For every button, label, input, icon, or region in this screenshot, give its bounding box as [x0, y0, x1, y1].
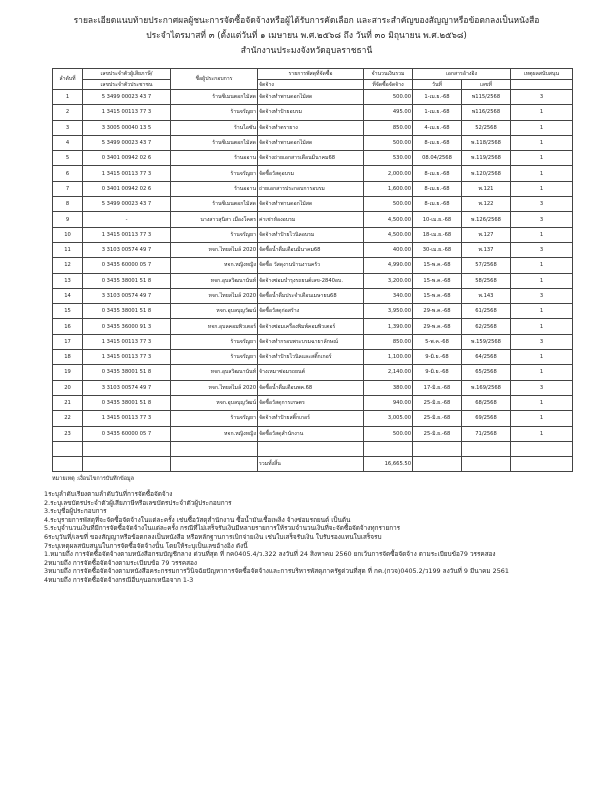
cell-date: 30-เม.ย.-68: [413, 242, 462, 257]
cell-date: 8-เม.ย.-68: [413, 197, 462, 212]
cell-taxid: 1 3415 00113 77 3: [83, 411, 171, 426]
cell-taxid: 3 3005 00040 13 5: [83, 120, 171, 135]
cell-amount: 1,100.00: [364, 350, 413, 365]
cell-amount: 500.00: [364, 197, 413, 212]
table-row: [53, 135, 573, 150]
cell-docno: พ.126/2568: [462, 212, 511, 227]
footnote-line: 1.หมายถึง การจัดซื้อจัดจ้างตามหนังสือกรมบัญชีกลาง ด่วนที่สุด ที่ กค0405.4/ว.322 ลงวันที่ 24 สิงหาคม 2560 ยกเว้นการจัดซื้อจัดจ้าง ตามระเบียบข้อ79 วรรคสอง: [44, 550, 496, 559]
cell-docno: 62/2568: [462, 319, 511, 334]
cell-reason: 3: [511, 288, 573, 303]
table-row: [53, 426, 573, 441]
footnotes: [44, 490, 584, 585]
cell-vendor: หจก.หญิงหญิง: [171, 258, 258, 273]
table-row: [53, 166, 573, 181]
cell-vendor: นางสาวสุนิสา เมืองโคตร: [171, 212, 258, 227]
cell-item: จัดซื้อวัสดุอบรม: [258, 166, 364, 181]
cell-item: จัดจ้างทำพานดอกไม้สด: [258, 90, 364, 105]
cell-item: จัดจ้างทำป้ายไวนิลและสติ๊กเกอร์: [258, 350, 364, 365]
cell-date: 15-พ.ค.-68: [413, 288, 462, 303]
cell-amount: 4,500.00: [364, 227, 413, 242]
cell-date: 29-พ.ค.-68: [413, 319, 462, 334]
cell-item: จัดจ้างซ่อมเครื่องพิมพ์คอมพิวเตอร์: [258, 319, 364, 334]
header-doc: เอกสารอ้างอิง: [413, 69, 511, 80]
total-label: รวมทั้งสิ้น: [258, 457, 364, 472]
cell-reason: 1: [511, 365, 573, 380]
cell-item: จัดซื้อน้ำดื่มเดือนมีนาคม68: [258, 242, 364, 257]
header-docno: เลขที่: [462, 80, 511, 90]
cell-vendor: หจก.อุบลคอมพิวเตอร์: [171, 319, 258, 334]
cell-docno: พ115/2568: [462, 90, 511, 105]
cell-reason: 1: [511, 304, 573, 319]
table-row: [53, 273, 573, 288]
cell-reason: 3: [511, 212, 573, 227]
header-item: รายการพัสดุที่จัดซื้อ: [258, 69, 364, 80]
cell-amount: 500.00: [364, 426, 413, 441]
cell-date: 8-เม.ย.-68: [413, 166, 462, 181]
cell-no: 14: [53, 288, 83, 303]
cell-reason: 1: [511, 166, 573, 181]
table-body: [53, 90, 573, 442]
cell-no: 7: [53, 181, 83, 196]
cell-amount: 4,990.00: [364, 258, 413, 273]
cell-reason: 3: [511, 334, 573, 349]
cell-date: 5-พ.ค.-68: [413, 334, 462, 349]
table-row: [53, 212, 573, 227]
header-item-sub: จัดจ้าง: [258, 80, 364, 90]
cell-vendor: ร้านออาน: [171, 151, 258, 166]
blank-row: [53, 441, 573, 456]
cell-taxid: 0 3435 38001 51 8: [83, 365, 171, 380]
cell-taxid: 0 3435 38001 51 8: [83, 304, 171, 319]
cell-taxid: 0 3435 60000 05 7: [83, 426, 171, 441]
cell-taxid: 1 3415 00113 77 3: [83, 334, 171, 349]
cell-no: 11: [53, 242, 83, 257]
cell-docno: 57/2568: [462, 258, 511, 273]
cell-docno: พ.120/2568: [462, 166, 511, 181]
cell-amount: 940.00: [364, 395, 413, 410]
cell-reason: 1: [511, 151, 573, 166]
cell-date: 18-เม.ย.-68: [413, 227, 462, 242]
table-row: [53, 395, 573, 410]
cell-taxid: 0 3435 60000 05 7: [83, 258, 171, 273]
cell-amount: 500.00: [364, 135, 413, 150]
cell-date: 29-พ.ค.-68: [413, 304, 462, 319]
cell-no: 3: [53, 120, 83, 135]
cell-taxid: 0 3435 38001 51 8: [83, 273, 171, 288]
cell-date: 8-เม.ย.-68: [413, 135, 462, 150]
cell-item: จัดจ้างทำกรอบพระบรมฉายาลักษณ์: [258, 334, 364, 349]
cell-reason: 1: [511, 181, 573, 196]
cell-reason: 1: [511, 135, 573, 150]
cell-date: 9-มิ.ย.-68: [413, 365, 462, 380]
cell-taxid: 3 3103 00574 49 7: [83, 380, 171, 395]
cell-item: จัดซื้อวัสดุสำนักงาน: [258, 426, 364, 441]
cell-taxid: 3 3103 00574 49 7: [83, 242, 171, 257]
header-taxid-sub: เลขประจำตัวประชาชน: [83, 80, 171, 90]
cell-amount: 3,200.00: [364, 273, 413, 288]
header-reason: เหตุผลสนับสนุน: [511, 69, 573, 80]
cell-date: 8-เม.ย.-68: [413, 181, 462, 196]
cell-vendor: ร้านจรัญยา: [171, 105, 258, 120]
table-row: [53, 181, 573, 196]
header-no: ลำดับที่: [53, 69, 83, 90]
cell-taxid: 5 3499 00023 43 7: [83, 90, 171, 105]
cell-vendor: ร้านซีเมนตอกไม้สด: [171, 197, 258, 212]
cell-docno: พ.137: [462, 242, 511, 257]
cell-date: 08.04/2568: [413, 151, 462, 166]
cell-docno: พ.127: [462, 227, 511, 242]
cell-item: จัดซื้อวัสดุก่อสร้าง: [258, 304, 364, 319]
cell-reason: 1: [511, 227, 573, 242]
header-reason-sub: [511, 80, 573, 90]
cell-docno: พ.169/2568: [462, 380, 511, 395]
total-amount: 16,665.50: [364, 457, 413, 472]
footnote-line: 5.ระบุจำนวนเงินที่มีการจัดซื้อจัดจ้างในแต่ละครั้ง กรณีที่ไม่เสร็จรับเงินมีหลายรายการให้รวมจำนวนเงินที่จะจัดซื้อจัดจ้างทุกรายการ: [44, 524, 401, 533]
cell-item: ถ่ายเอกสารประกอบการอบรม: [258, 181, 364, 196]
footnote-line: 6ระบุวันที่/เลขที่ ของสัญญาหรือข้อตกลงเป็นหนังสือ หรือหลักฐานการเบิกจ่ายเงิน เช่นใบเสร็จรับเงิน ใบรับรองแทนใบเสร็จรบ: [44, 532, 382, 541]
header-amount-sub: ที่จัดซื้อจัดจ้าง: [364, 80, 413, 90]
cell-vendor: ร้านซีเมนตอกไม้สด: [171, 90, 258, 105]
table-row: [53, 258, 573, 273]
table-row: [53, 350, 573, 365]
cell-amount: 2,000.00: [364, 166, 413, 181]
cell-reason: 3: [511, 380, 573, 395]
cell-vendor: หจก.หญิงหญิง: [171, 426, 258, 441]
cell-amount: 1,600.00: [364, 181, 413, 196]
cell-vendor: หจก.อุบลบุญวัฒน์: [171, 395, 258, 410]
cell-item: ค่าเช่าห้องอบรม: [258, 212, 364, 227]
cell-vendor: ร้านจรัญยา: [171, 334, 258, 349]
cell-amount: 2,140.00: [364, 365, 413, 380]
cell-item: จัดจ้างซ่อมบำรุงรถยนต์เลข-2840อบ.: [258, 273, 364, 288]
cell-date: 9-มิ.ย.-68: [413, 350, 462, 365]
cell-docno: พ.119/2568: [462, 151, 511, 166]
cell-docno: 65/2568: [462, 365, 511, 380]
cell-docno: พ.143: [462, 288, 511, 303]
cell-vendor: ร้านออาน: [171, 181, 258, 196]
cell-no: 4: [53, 135, 83, 150]
cell-reason: 3: [511, 197, 573, 212]
table-row: [53, 151, 573, 166]
cell-amount: 3,005.00: [364, 411, 413, 426]
table-row: [53, 334, 573, 349]
cell-reason: 3: [511, 242, 573, 257]
cell-docno: 52/2568: [462, 120, 511, 135]
cell-docno: พ.122: [462, 197, 511, 212]
footnote-line: 3.ระบุชื่อผู้ประกอบการ: [44, 507, 107, 516]
note-heading: หมายเหตุ :เงื่อนไขการบันทึกข้อมูล: [52, 476, 135, 482]
cell-taxid: 5 3499 00023 43 7: [83, 197, 171, 212]
cell-amount: 495.00: [364, 105, 413, 120]
cell-taxid: 0 3401 00942 02 6: [83, 181, 171, 196]
header-taxid: เลขประจำตัวผู้เสียภาษี/: [83, 69, 171, 80]
cell-date: 1-เม.ย.-68: [413, 90, 462, 105]
table-row: [53, 120, 573, 135]
cell-docno: 61/2568: [462, 304, 511, 319]
cell-no: 8: [53, 197, 83, 212]
cell-date: 4-เม.ย.-68: [413, 120, 462, 135]
cell-no: 22: [53, 411, 83, 426]
cell-reason: 1: [511, 120, 573, 135]
cell-amount: 500.00: [364, 90, 413, 105]
cell-date: 17-มิ.ย.-68: [413, 380, 462, 395]
table-row: [53, 319, 573, 334]
footnote-line: 2หมายถึง การจัดซื้อจัดจ้างตามระเบียบข้อ 79 วรรคสอง: [44, 558, 198, 567]
table-row: [53, 90, 573, 105]
table-row: [53, 105, 573, 120]
footnote-line: 7ระบุเหตุผลสนับสนุนในการจัดซื้อจัดจ้างนั้น โดยให้ระบุเป็นเลขอ้างอิง ดังนี้: [44, 541, 248, 550]
cell-reason: 1: [511, 350, 573, 365]
cell-vendor: ร้านไอซัน: [171, 120, 258, 135]
cell-reason: 1: [511, 105, 573, 120]
cell-item: จัดจ้างทำพานดอกไม้สด: [258, 135, 364, 150]
cell-amount: 850.00: [364, 120, 413, 135]
cell-item: จัดซื้อน้ำดื่มเดือนพค.68: [258, 380, 364, 395]
cell-no: 15: [53, 304, 83, 319]
cell-docno: 68/2568: [462, 395, 511, 410]
cell-no: 5: [53, 151, 83, 166]
cell-reason: 1: [511, 395, 573, 410]
cell-vendor: หจก.อุบลบุญวัฒน์: [171, 304, 258, 319]
header-date: วันที่: [413, 80, 462, 90]
cell-no: 17: [53, 334, 83, 349]
table-row: [53, 227, 573, 242]
cell-date: 25-มิ.ย.-68: [413, 395, 462, 410]
footnote-line: 1ระบุลำดับเรียงตามลำดับวันที่การจัดซื้อจัดจ้าง: [44, 490, 173, 498]
cell-docno: 58/2568: [462, 273, 511, 288]
cell-item: จัดจ้างทำตรายาง: [258, 120, 364, 135]
cell-taxid: 5 3499 00023 43 7: [83, 135, 171, 150]
cell-no: 20: [53, 380, 83, 395]
cell-vendor: ร้านจรัญยา: [171, 350, 258, 365]
cell-docno: พ.118/2568: [462, 135, 511, 150]
footnote-line: 4หมายถึง การจัดซื้อจัดจ้างกรณีอื่นๆนอกเหนือจาก 1-3: [44, 575, 194, 584]
cell-item: จัดซื้อน้ำดื่มประจำเดือนเมษายน68: [258, 288, 364, 303]
doc-title-line1: รายละเอียดแนบท้ายประกาศผลผู้ชนะการจัดซื้อจัดจ้างหรือผู้ได้รับการคัดเลือก และสาระสำคัญของสัญญาหรือข้อตกลงเป็นหนังสือ: [73, 16, 540, 26]
cell-docno: พ.121: [462, 181, 511, 196]
footnote-line: 3หมายถึง การจัดซื้อจัดจ้างตามหนังสือคระกรรมการวินิจฉัยปัญหาการจัดซื้อจัดจ้างและการบริหารพัสดุภาครัฐด่วนที่สุด ที่ กค.(กวจ)0405.2/ว199 ลงวันที่ 9 มีนาคม 2561: [44, 567, 509, 576]
cell-reason: 1: [511, 273, 573, 288]
cell-docno: พ116/2568: [462, 105, 511, 120]
cell-date: 15-พ.ค.-68: [413, 273, 462, 288]
table-row: [53, 304, 573, 319]
cell-taxid: 1 3415 00113 77 3: [83, 350, 171, 365]
cell-taxid: 0 3435 36000 91 3: [83, 319, 171, 334]
cell-reason: 1: [511, 258, 573, 273]
cell-amount: 850.00: [364, 334, 413, 349]
cell-vendor: หจก.ไทยสไมล์ 2020: [171, 288, 258, 303]
cell-docno: 71/2568: [462, 426, 511, 441]
cell-taxid: 0 3401 00942 02 6: [83, 151, 171, 166]
cell-no: 18: [53, 350, 83, 365]
cell-vendor: ร้านจรัญยา: [171, 166, 258, 181]
cell-no: 23: [53, 426, 83, 441]
table-row: [53, 197, 573, 212]
cell-reason: 1: [511, 319, 573, 334]
cell-item: จัดจ้างทำพานดอกไม้สด: [258, 197, 364, 212]
doc-title-line2: ประจำไตรมาสที่ ๓ (ตั้งแต่วันที่ ๑ เมษายน พ.ศ.๒๕๖๘ ถึง วันที่ ๓๐ มิถุนายน พ.ศ.๒๕๖๘): [146, 31, 467, 41]
cell-item: จัดซื้อ วัสดุงานบ้านงานครัว: [258, 258, 364, 273]
cell-amount: 380.00: [364, 380, 413, 395]
cell-docno: พ.159/2568: [462, 334, 511, 349]
cell-item: จัดจ้างทำป้ายสติ๊กเกอร์: [258, 411, 364, 426]
cell-amount: 340.00: [364, 288, 413, 303]
cell-no: 1: [53, 90, 83, 105]
cell-no: 13: [53, 273, 83, 288]
table-row: [53, 380, 573, 395]
cell-amount: 3,950.00: [364, 304, 413, 319]
cell-vendor: หจก.ไทยสไมล์ 2020: [171, 380, 258, 395]
cell-docno: 64/2568: [462, 350, 511, 365]
cell-vendor: หจก.อุบลวิฒนานันท์: [171, 365, 258, 380]
cell-item: จัดจ้างถ่ายเอกสารเดือนมีนาคม68: [258, 151, 364, 166]
cell-date: 15-พ.ค.-68: [413, 258, 462, 273]
cell-reason: 1: [511, 426, 573, 441]
cell-amount: 4,500.00: [364, 212, 413, 227]
cell-no: 19: [53, 365, 83, 380]
cell-taxid: 1 3415 00113 77 3: [83, 227, 171, 242]
table-row: [53, 411, 573, 426]
cell-vendor: ร้านจรัญยา: [171, 227, 258, 242]
cell-no: 9: [53, 212, 83, 227]
cell-taxid: 1 3415 00113 77 3: [83, 166, 171, 181]
cell-amount: 530.00: [364, 151, 413, 166]
cell-item: จัดจ้างทำป้ายอบรม: [258, 105, 364, 120]
cell-no: 21: [53, 395, 83, 410]
cell-item: จัดซื้อวัสดุการเกษตร: [258, 395, 364, 410]
total-row: [53, 457, 573, 472]
cell-date: 1-เม.ย.-68: [413, 105, 462, 120]
cell-date: 25-มิ.ย.-68: [413, 426, 462, 441]
cell-no: 6: [53, 166, 83, 181]
header-amount: จำนวนเงินรวม: [364, 69, 413, 80]
cell-vendor: ร้านจรัญยา: [171, 411, 258, 426]
cell-date: 25-มิ.ย.-68: [413, 411, 462, 426]
cell-amount: 400.00: [364, 242, 413, 257]
footnote-line: 2.ระบุเลขบัตรประจำตัวผู้เสียภาษีหรือเลขบัตรประจำตัวผู้ประกอบการ: [44, 498, 232, 507]
cell-vendor: ร้านซีเมนตอกไม้สด: [171, 135, 258, 150]
cell-docno: 69/2568: [462, 411, 511, 426]
cell-item: จัดจ้างทำป้ายไวนิลอบรม: [258, 227, 364, 242]
cell-item: จ้างเหมาซ่อมรถยนต์: [258, 365, 364, 380]
cell-taxid: 1 3415 00113 77 3: [83, 105, 171, 120]
procurement-table: [52, 68, 573, 472]
cell-vendor: หจก.อุบลวิฒนานันท์: [171, 273, 258, 288]
cell-no: 10: [53, 227, 83, 242]
cell-vendor: หจก.ไทยสไมล์ 2020: [171, 242, 258, 257]
cell-reason: 1: [511, 411, 573, 426]
cell-date: 10-เม.ย.-68: [413, 212, 462, 227]
table-row: [53, 242, 573, 257]
cell-reason: 3: [511, 90, 573, 105]
table-row: [53, 365, 573, 380]
cell-no: 2: [53, 105, 83, 120]
footnote-line: 4.ระบุรายการพัสดุที่จะจัดซื้อจัดจ้างในแต่ละครั้ง เช่นซื้อวัสดุสำนักงาน ซื้อน้ำมันเชื้อเพลิง จ้างซ่อมรถยนต์ เป็นต้น: [44, 515, 351, 524]
table-row: [53, 288, 573, 303]
cell-no: 12: [53, 258, 83, 273]
cell-no: 16: [53, 319, 83, 334]
cell-taxid: 3 3103 00574 49 7: [83, 288, 171, 303]
cell-amount: 1,390.00: [364, 319, 413, 334]
header-vendor: ชื่อผู้ประกอบการ: [171, 69, 258, 90]
doc-title-line3: สำนักงานประมงจังหวัดอุบลราชธานี: [240, 46, 373, 56]
cell-taxid: -: [83, 212, 171, 227]
cell-taxid: 0 3435 38001 51 8: [83, 395, 171, 410]
